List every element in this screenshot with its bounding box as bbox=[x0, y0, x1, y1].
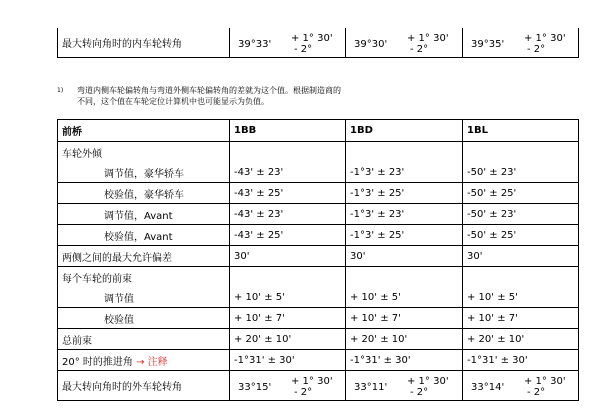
table-row bbox=[58, 183, 579, 204]
toe-row-label: 校验值 bbox=[58, 308, 230, 329]
table-cell: + 10' ± 7' bbox=[230, 308, 346, 329]
table-cell: + 10' ± 5' bbox=[346, 287, 463, 308]
total-toe-label: 总前束 bbox=[58, 329, 230, 350]
outer-wheel-angle-1bb: 33°15' + 1° 30' - 2° bbox=[230, 371, 346, 401]
table-cell: -1°31' ± 30' bbox=[230, 350, 346, 371]
inner-wheel-angle-1bb: 39°33' + 1° 30' - 2° bbox=[230, 28, 346, 58]
camber-row-label: 调节值，豪华轿车 bbox=[58, 162, 230, 183]
table-cell: -50' ± 23' bbox=[463, 204, 579, 225]
table-cell: -1°3' ± 25' bbox=[346, 225, 463, 246]
table-row bbox=[58, 287, 579, 308]
note-link[interactable]: → 注释 bbox=[136, 356, 168, 368]
table-row bbox=[58, 267, 579, 288]
camber-row-label: 校验值，豪华轿车 bbox=[58, 183, 230, 204]
table-cell: -43' ± 23' bbox=[230, 162, 346, 183]
thrust-angle-label bbox=[58, 350, 230, 371]
thrust-angle-text: 20° 时的推进角 bbox=[62, 356, 133, 368]
table-cell: -43' ± 23' bbox=[230, 204, 346, 225]
table-cell: -1°31' ± 30' bbox=[463, 350, 579, 371]
table-cell: -1°31' ± 30' bbox=[346, 350, 463, 371]
table-cell: + 10' ± 5' bbox=[230, 287, 346, 308]
footnote-line-1: 弯道内侧车轮偏转角与弯道外侧车轮偏转角的差就为这个值。根据制造商的 bbox=[77, 86, 341, 95]
table-cell: 30' bbox=[346, 246, 463, 267]
table-cell: 30' bbox=[463, 246, 579, 267]
outer-wheel-angle-label: 最大转向角时的外车轮转角 bbox=[58, 371, 230, 401]
front-axle-table bbox=[57, 119, 579, 401]
header-1bd: 1BD bbox=[346, 120, 463, 142]
outer-wheel-angle-1bl: 33°14' + 1° 30' - 2° bbox=[463, 371, 579, 401]
header-1bl: 1BL bbox=[463, 120, 579, 142]
table-cell: + 10' ± 7' bbox=[463, 308, 579, 329]
table-cell: + 20' ± 10' bbox=[230, 329, 346, 350]
table-cell: -50' ± 25' bbox=[463, 183, 579, 204]
toe-per-wheel-label: 每个车轮的前束 bbox=[58, 267, 230, 288]
table-cell: + 20' ± 10' bbox=[346, 329, 463, 350]
table-cell: -1°3' ± 25' bbox=[346, 183, 463, 204]
inner-wheel-angle-label: 最大转向角时的内车轮转角 bbox=[58, 28, 230, 58]
table-header-row bbox=[58, 120, 579, 142]
table-cell: -50' ± 23' bbox=[463, 162, 579, 183]
table-cell: -50' ± 25' bbox=[463, 225, 579, 246]
table-cell: + 10' ± 7' bbox=[346, 308, 463, 329]
inner-wheel-angle-table bbox=[57, 28, 579, 58]
table-row bbox=[58, 246, 579, 267]
table-cell: -1°3' ± 23' bbox=[346, 162, 463, 183]
footnote-marker: 1) bbox=[57, 87, 64, 94]
table-cell: -43' ± 25' bbox=[230, 225, 346, 246]
table-cell: -43' ± 25' bbox=[230, 183, 346, 204]
table-cell: + 10' ± 5' bbox=[463, 287, 579, 308]
max-deviation-label: 两侧之间的最大允许偏差 bbox=[58, 246, 230, 267]
table-row bbox=[58, 142, 579, 163]
camber-label: 车轮外倾 bbox=[58, 142, 230, 163]
table-row bbox=[58, 225, 579, 246]
inner-wheel-angle-1bd: 39°30' + 1° 30' - 2° bbox=[346, 28, 463, 58]
outer-wheel-angle-1bd: 33°11' + 1° 30' - 2° bbox=[346, 371, 463, 401]
table-row bbox=[58, 329, 579, 350]
table-row bbox=[58, 204, 579, 225]
table-row bbox=[58, 350, 579, 371]
table-row bbox=[58, 308, 579, 329]
table-row bbox=[58, 162, 579, 183]
inner-wheel-angle-1bl: 39°35' + 1° 30' - 2° bbox=[463, 28, 579, 58]
table-cell: -1°3' ± 23' bbox=[346, 204, 463, 225]
table-cell: + 20' ± 10' bbox=[463, 329, 579, 350]
header-1bb: 1BB bbox=[230, 120, 346, 142]
footnote-line-2: 不同，这个值在车轮定位计算机中也可能显示为负值。 bbox=[77, 97, 269, 106]
table-cell: 30' bbox=[230, 246, 346, 267]
toe-row-label: 调节值 bbox=[58, 287, 230, 308]
header-front-axle: 前桥 bbox=[58, 120, 230, 142]
camber-row-label: 调节值，Avant bbox=[58, 204, 230, 225]
table-row bbox=[58, 371, 579, 401]
camber-row-label: 校验值，Avant bbox=[58, 225, 230, 246]
